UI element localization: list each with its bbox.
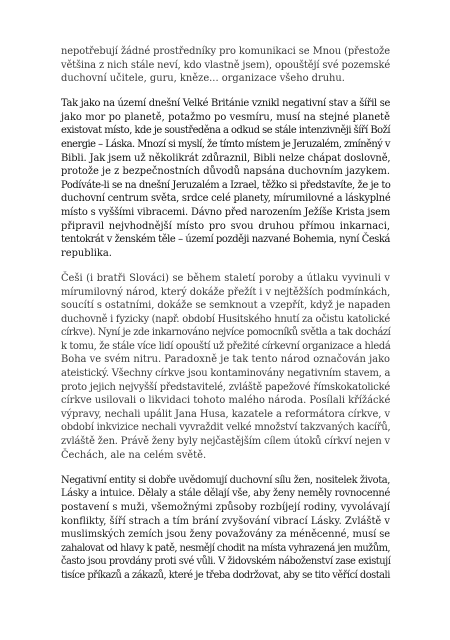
text-line: proto jejich nejvyšší představitelé, zvláště papežové římskokatolické <box>61 381 390 393</box>
text-line: ateistický. Všechny církve jsou kontaminovány negativním stavem, a <box>61 368 391 380</box>
text-line: tisíce příkazů a zákazů, které je třeba dodržovat, aby se tito věřící dostali <box>61 569 390 581</box>
paragraph <box>61 474 390 583</box>
text-line: duchovně i fyzicky (např. období Husitského hnutí za očistu katolické <box>61 313 390 325</box>
text-line: postavení s muži, všemožnými způsoby rozbíjejí rodiny, vyvolávají <box>61 501 390 513</box>
text-line: Boha ve svém nitru. Paradoxně je tak tento národ označován jako <box>61 354 390 366</box>
text-line: konflikty, šíří strach a tím brání zvyšování vibrací Lásky. Zvláště v <box>61 515 390 527</box>
text-line: období inkvizice nechali vyvraždit velké množství takzvaných kacířů, <box>61 422 391 434</box>
text-line: energie – Láska. Mnozí si myslí, že tímto místem je Jeruzalém, zmíněný v <box>61 139 390 151</box>
text-line: republika. <box>61 247 112 259</box>
text-line: soucítí s ostatními, dokáže se semknout a vzepřít, když je napaden <box>61 300 391 312</box>
text-line: Podíváte-li se na dnešní Jeruzalém a Izrael, těžko si představíte, že je to <box>61 179 391 191</box>
text-line: jako mor po planetě, potažmo po vesmíru, musí na stejné planetě <box>61 111 390 123</box>
text-line: často jsou provdány proti své vůli. V židovském náboženství zase existují <box>61 556 391 568</box>
text-line: církve usilovali o likvidaci tohoto malého národa. Posílali křížácké <box>61 395 391 407</box>
text-line: připravil nejvhodnější místo pro svou druhou přímou inkarnaci, <box>61 220 390 232</box>
text-line: mírumilovný národ, který dokáže přežít i v nejtěžších podmínkách, <box>61 286 391 298</box>
text-line: Tak jako na území dnešní Velké Británie vznikl negativní stav a šířil se <box>61 98 390 110</box>
text-line: Negativní entity si dobře uvědomují duchovní sílu žen, nositelek života, <box>61 474 390 486</box>
text-line: duchovní centrum světa, srdce celé planety, mírumilovné a láskyplné <box>61 193 391 205</box>
paragraph <box>61 272 390 462</box>
text-line: k tomu, že stále více lidí opouští už přežité církevní organizace a hledá <box>61 340 391 352</box>
text-line: muslimských zemích jsou ženy považovány za méněcenné, musí se <box>61 529 390 541</box>
paragraph <box>61 45 390 86</box>
text-line: zvláště žen. Právě ženy byly nejčastějším cílem útoků církví nejen v <box>61 436 391 448</box>
text-line: Čechách, ale na celém světě. <box>61 449 207 461</box>
text-line: protože je z bezpečnostních důvodů napsána duchovním jazykem. <box>61 166 390 178</box>
text-line: církve). Nyní je zde inkarnováno nejvíce pomocníků světla a tak dochází <box>61 327 391 339</box>
text-line: Češi (i bratři Slováci) se během staletí poroby a útlaku vyvinuli v <box>61 272 390 284</box>
text-line: zahalovat od hlavy k patě, nesmějí chodit na místa vyhrazená jen mužům, <box>61 542 390 554</box>
text-line: Lásky a intuice. Dělaly a stále dělají vše, aby ženy neměly rovnocenné <box>61 488 390 500</box>
document-body <box>61 45 390 582</box>
text-line: Bibli. Jak jsem už několikrát zdůraznil, Bibli nelze chápat doslovně, <box>61 152 391 164</box>
text-line: výpravy, nechali upálit Jana Husa, kazatele a reformátora církve, v <box>61 408 390 420</box>
text-line: místo s vyššími vibracemi. Dávno před narozením Ježíše Krista jsem <box>61 207 390 219</box>
text-line: existovat místo, kde je soustředěna a odkud se stále intenzivněji šíří Boží <box>61 125 390 137</box>
text-line: většina z nich stále neví, kdo vlastně jsem), opouštějí své pozemské <box>61 59 391 71</box>
text-line: duchovní učitele, guru, kněze... organizace všeho druhu. <box>61 73 345 85</box>
paragraph <box>61 97 390 260</box>
text-line: tentokrát v ženském těle – území později nazvané Bohemia, nyní Česká <box>61 234 390 246</box>
text-line: nepotřebují žádné prostředníky pro komunikaci se Mnou (přestože <box>61 46 390 57</box>
